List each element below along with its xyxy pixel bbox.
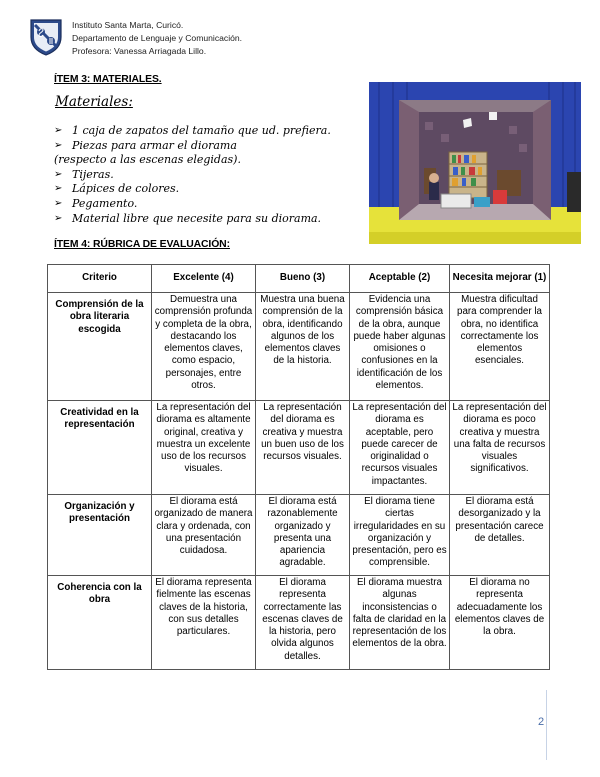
rubric-cell: El diorama no representa adecuadamente los elementos claves de la obra. bbox=[450, 576, 550, 670]
document-header bbox=[72, 19, 242, 58]
page-number: 2 bbox=[538, 716, 545, 728]
rubric-cell: La representación del diorama es aceptable, pero puede carecer de originalidad o recursos visuales impactantes. bbox=[350, 401, 450, 495]
header-teacher: Profesora: Vanessa Arriagada Lillo. bbox=[72, 46, 207, 56]
header-school: Instituto Santa Marta, Curicó. bbox=[72, 20, 184, 30]
arrow-bullet-icon: ➢ bbox=[54, 183, 63, 195]
rubric-cell: El diorama está organizado de manera clara y ordenada, con una presentación cuidadosa. bbox=[152, 495, 256, 576]
materials-list bbox=[54, 124, 331, 226]
header-cell: Bueno (3) bbox=[256, 265, 350, 293]
rubric-cell: El diorama representa correctamente las escenas claves de la historia, pero olvida algunos detalles. bbox=[256, 576, 350, 670]
header-cell: Excelente (4) bbox=[152, 265, 256, 293]
rubric-cell: El diorama tiene ciertas irregularidades en su organización y presentación, pero es comprensible. bbox=[350, 495, 450, 576]
list-item: ➢ Lápices de colores. bbox=[54, 182, 180, 196]
item3-title: ÍTEM 3: MATERIALES. bbox=[54, 74, 162, 85]
table-row bbox=[48, 495, 550, 576]
header-cell: Necesita mejorar (1) bbox=[450, 265, 550, 293]
rubric-cell: Demuestra una comprensión profunda y completa de la obra, destacando los elementos claves, como espacio, personajes, entre otros. bbox=[152, 293, 256, 401]
header-department: Departamento de Lenguaje y Comunicación. bbox=[72, 33, 243, 43]
header-cell: Criterio bbox=[48, 265, 152, 293]
criterion-cell: Coherencia con la obra bbox=[48, 576, 152, 670]
materials-heading: Materiales: bbox=[55, 94, 133, 110]
rubric-cell: La representación del diorama es poco creativa y muestra una falta de recursos visuales significativos. bbox=[450, 401, 550, 495]
list-item: ➢ Piezas para armar el diorama bbox=[54, 138, 237, 152]
table-row bbox=[48, 576, 550, 670]
list-item: ➢ Tijeras. bbox=[54, 167, 114, 181]
table-row bbox=[48, 293, 550, 401]
page-number-divider bbox=[546, 690, 547, 760]
list-item: (respecto a las escenas elegidas). bbox=[54, 153, 241, 167]
rubric-cell: El diorama muestra algunas inconsistencias o falta de claridad en la representación de los elementos de la obra. bbox=[350, 576, 450, 670]
rubric-cell: El diorama representa fielmente las escenas claves de la historia, con sus detalles particulares. bbox=[152, 576, 256, 670]
diorama-photo bbox=[369, 82, 581, 244]
arrow-bullet-icon: ➢ bbox=[54, 125, 63, 136]
arrow-bullet-icon: ➢ bbox=[54, 168, 63, 180]
header-cell: Aceptable (2) bbox=[350, 265, 450, 293]
item4-title: ÍTEM 4: RÚBRICA DE EVALUACIÓN: bbox=[54, 239, 230, 250]
arrow-bullet-icon: ➢ bbox=[54, 212, 63, 224]
table-header-row bbox=[48, 265, 550, 293]
list-item: ➢ Pegamento. bbox=[54, 196, 138, 210]
rubric-cell: Muestra una buena comprensión de la obra, identificando algunos de los elementos claves de la historia. bbox=[256, 293, 350, 401]
rubric-cell: Muestra dificultad para comprender la obra, no identifica correctamente los elementos esenciales. bbox=[450, 293, 550, 401]
rubric-cell: El diorama está desorganizado y la presentación carece de detalles. bbox=[450, 495, 550, 576]
table-row bbox=[48, 401, 550, 495]
criterion-cell: Creatividad en la representación bbox=[48, 401, 152, 495]
rubric-cell: Evidencia una comprensión básica de la obra, aunque puede haber algunas omisiones o confusiones en la identificación de los elementos. bbox=[350, 293, 450, 401]
criterion-cell: Comprensión de la obra literaria escogida bbox=[48, 293, 152, 401]
list-item: ➢ 1 caja de zapatos del tamaño que ud. prefiera. bbox=[54, 124, 331, 137]
rubric-cell: El diorama está razonablemente organizado y presenta una apariencia agradable. bbox=[256, 495, 350, 576]
rubric-cell: La representación del diorama es altamente original, creativa y muestra un excelente uso de los recursos visuales. bbox=[152, 401, 256, 495]
list-item: ➢ Material libre que necesite para su diorama. bbox=[54, 211, 322, 225]
arrow-bullet-icon: ➢ bbox=[54, 197, 63, 209]
rubric-cell: La representación del diorama es creativa y muestra un buen uso de los recursos visuales. bbox=[256, 401, 350, 495]
rubric-table bbox=[47, 264, 550, 670]
school-crest-logo bbox=[28, 17, 64, 57]
criterion-cell: Organización y presentación bbox=[48, 495, 152, 576]
arrow-bullet-icon: ➢ bbox=[54, 139, 63, 151]
